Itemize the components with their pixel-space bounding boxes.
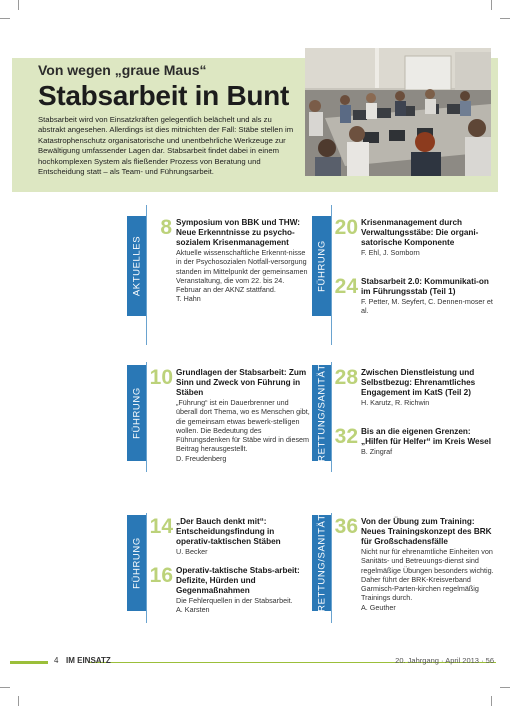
toc-entry[interactable]: [361, 427, 495, 456]
entry-author: H. Karutz, R. Richwin: [361, 398, 430, 407]
entry-title: Stabsarbeit 2.0: Kommunikati-on im Führungsstab (Teil 1): [361, 277, 489, 296]
entry-teaser: Nicht nur für ehrenamtliche Einheiten von Sanitäts- und Betreuungs-dienst sind regelmäßige Übungen besonders wichtig. Daher führt der BRK-Kreisverband Garmisch-Parten-kirchen regelmäßig Trainings durch.: [361, 547, 494, 603]
section-label: FÜHRUNG: [131, 537, 142, 589]
crop-mark: [491, 0, 492, 10]
section-label: FÜHRUNG: [131, 387, 142, 439]
entry-author: B. Zingraf: [361, 447, 393, 456]
section-tab-rettung-sanitaet: [312, 515, 331, 611]
footer-page-number: 4: [54, 656, 59, 665]
kicker: Von wegen „graue Maus“: [38, 62, 207, 78]
page-number-14: 14: [149, 515, 173, 538]
section-tab-fuehrung: [127, 365, 146, 461]
toc-entry[interactable]: [176, 368, 310, 463]
entry-author: F. Ehl, J. Somborn: [361, 248, 420, 257]
page-number-24: 24: [334, 275, 358, 298]
section-tab-rettung-sanitaet: [312, 365, 331, 461]
entry-author: U. Becker: [176, 547, 208, 556]
page-number-10: 10: [149, 366, 173, 389]
page-number-36: 36: [334, 515, 358, 538]
entry-title: „Der Bauch denkt mit“: Entscheidungsfindung in operativ-taktischen Stäben: [176, 517, 281, 546]
crop-mark: [0, 687, 10, 688]
crop-mark: [18, 696, 19, 706]
toc-entry[interactable]: [176, 517, 310, 556]
page-number-8: 8: [160, 216, 172, 239]
toc-entry[interactable]: [361, 517, 495, 612]
entry-title: Grundlagen der Stabsarbeit: Zum Sinn und Zweck von Führung in Stäben: [176, 368, 307, 397]
page-number-32: 32: [334, 425, 358, 448]
page-number-28: 28: [334, 366, 358, 389]
section-tab-aktuelles: [127, 216, 146, 316]
footer-issue-info: 20. Jahrgang · April 2013 · 56: [395, 656, 494, 665]
crop-mark: [500, 18, 510, 19]
entry-title: Krisenmanagement durch Verwaltungsstäbe: Die organi-satorische Komponente: [361, 218, 479, 247]
toc-entry[interactable]: [361, 277, 495, 316]
entry-author: A. Karsten: [176, 605, 210, 615]
section-label: RETTUNG/SANITÄT: [316, 514, 327, 612]
toc-entry[interactable]: [361, 368, 495, 407]
footer-accent-bar: [10, 661, 48, 664]
toc-entry[interactable]: [176, 218, 310, 304]
entry-title: Bis an die eigenen Grenzen: „Hilfen für Helfer“ im Kreis Wesel: [361, 427, 491, 446]
entry-author: F. Petter, M. Seyfert, C. Dennen-moser et al.: [361, 297, 493, 316]
entry-author: T. Hahn: [176, 294, 201, 304]
crop-mark: [0, 18, 10, 19]
footer-magazine-name: IM EINSATZ: [66, 656, 111, 665]
page-title: Stabsarbeit in Bunt: [38, 80, 289, 111]
section-label: FÜHRUNG: [316, 240, 327, 292]
toc-entry[interactable]: [176, 566, 310, 615]
page-number-16: 16: [149, 564, 173, 587]
section-tab-fuehrung: [127, 515, 146, 611]
section-tab-fuehrung: [312, 216, 331, 316]
entry-teaser: „Führung“ ist ein Dauerbrenner und überall dort Thema, wo es Menschen gibt, die gemeinsam etwas bewerk-stelligen wollen. Die Bedeutung des Führungsdenken für Stäbe wird in diesem Beitrag herausgestellt.: [176, 398, 310, 454]
entry-author: A. Geuther: [361, 602, 396, 612]
column-rule: [146, 205, 147, 345]
entry-author: D. Freudenberg: [176, 453, 227, 463]
section-label: RETTUNG/SANITÄT: [316, 364, 327, 462]
crop-mark: [491, 696, 492, 706]
entry-title: Zwischen Dienstleistung und Selbstbezug: Ehrenamtliches Engagement im KatS (Teil 2): [361, 368, 476, 397]
crop-mark: [18, 0, 19, 10]
intro-text: Stabsarbeit wird von Einsatzkräften gelegentlich belächelt und als zu abstrakt angesehen. Allerdings ist dies mitnichten der Fall: Stäbe stellen im Katastrophenschutz organisatorische und unentbehrliche Werkzeuge zur Bewältigung umfassender Lagen dar. Stabsarbeit findet dabei in einem hochkomplexen System als fließender Prozess von Beratung und Entscheidung statt – als Team- und Führungsarbeit.: [38, 115, 294, 177]
entry-teaser: Aktuelle wissenschaftliche Erkennt-nisse in der Psychosozialen Notfall-versorgung standen im Mittelpunkt der gemeinsamen Veranstaltung, die vom 22. bis 24. Februar an der AKNZ stattfand.: [176, 248, 308, 295]
section-label: AKTUELLES: [131, 235, 142, 297]
toc-entry[interactable]: [361, 218, 495, 257]
crop-mark: [500, 687, 510, 688]
header-photo: [305, 48, 491, 176]
entry-title: Symposium von BBK und THW: Neue Erkenntnisse zu psycho-sozialem Krisenmanagement: [176, 218, 301, 247]
entry-title: Operativ-taktische Stabs-arbeit: Defizite, Hürden und Gegenmaßnahmen: [176, 566, 300, 595]
page-number-20: 20: [334, 216, 358, 239]
entry-teaser: Die Fehlerquellen in der Stabsarbeit.: [176, 596, 293, 605]
entry-title: Von der Übung zum Training: Neues Trainingskonzept des BRK für Großschadensfälle: [361, 517, 492, 546]
